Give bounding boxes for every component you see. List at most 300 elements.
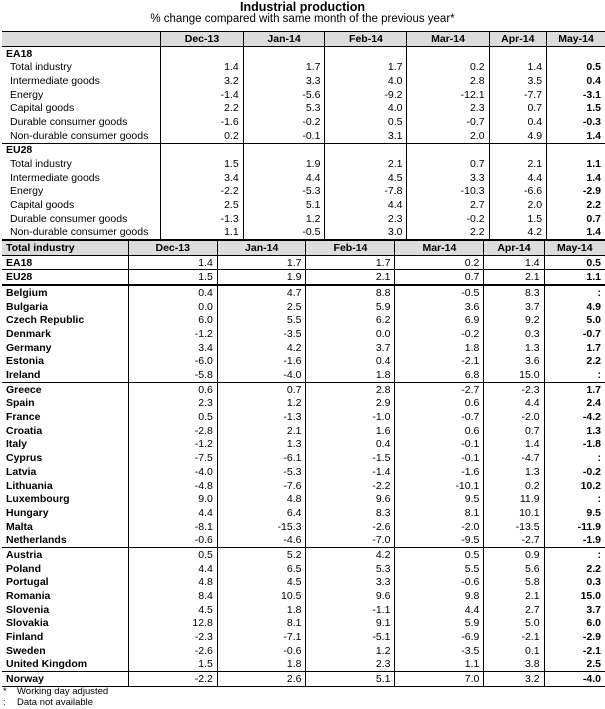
value-cell: 1.7 bbox=[306, 255, 395, 270]
value-cell: 12.8 bbox=[128, 617, 217, 631]
value-cell: -1.8 bbox=[544, 438, 605, 452]
value-cell: 2.9 bbox=[306, 397, 395, 411]
table-row bbox=[2, 327, 605, 341]
row-label: EA18 bbox=[2, 255, 128, 270]
value-cell: -8.1 bbox=[128, 520, 217, 534]
value-cell: 1.7 bbox=[325, 60, 407, 74]
value-cell: 4.5 bbox=[128, 603, 217, 617]
table-row bbox=[2, 270, 605, 285]
table-row bbox=[2, 382, 605, 396]
value-cell: 2.3 bbox=[407, 101, 489, 115]
value-cell: 0.0 bbox=[128, 300, 217, 314]
table-row bbox=[2, 185, 605, 199]
value-cell: -10.1 bbox=[395, 479, 484, 493]
section-header bbox=[2, 46, 605, 60]
value-cell: 4.4 bbox=[243, 171, 325, 185]
table-row bbox=[2, 60, 605, 74]
value-cell: -4.2 bbox=[544, 410, 605, 424]
value-cell: 3.4 bbox=[161, 171, 243, 185]
value-cell: -1.5 bbox=[306, 451, 395, 465]
value-cell: 8.8 bbox=[306, 285, 395, 300]
value-cell: 1.5 bbox=[161, 157, 243, 171]
value-cell: 2.5 bbox=[544, 658, 605, 672]
value-cell: 9.0 bbox=[128, 492, 217, 506]
table-row bbox=[2, 603, 605, 617]
row-label: Latvia bbox=[6, 465, 37, 478]
value-cell: 2.1 bbox=[489, 157, 547, 171]
value-cell: 0.2 bbox=[395, 255, 484, 270]
table-row bbox=[2, 562, 605, 576]
table-row bbox=[2, 451, 605, 465]
value-cell: 0.3 bbox=[544, 576, 605, 590]
row-label: EU28 bbox=[2, 270, 128, 285]
value-cell: 5.8 bbox=[484, 576, 544, 590]
value-cell: 7.0 bbox=[395, 672, 484, 687]
value-cell: 0.7 bbox=[395, 270, 484, 285]
value-cell: 0.4 bbox=[306, 355, 395, 369]
footnotes bbox=[3, 686, 108, 708]
value-cell: 2.2 bbox=[544, 355, 605, 369]
value-cell: 3.5 bbox=[489, 74, 547, 88]
table-row bbox=[2, 492, 605, 506]
table-row bbox=[2, 129, 605, 143]
table-row bbox=[2, 88, 605, 102]
row-label: Germany bbox=[6, 341, 52, 354]
value-cell: -3.5 bbox=[395, 644, 484, 658]
row-label: Intermediate goods bbox=[10, 171, 100, 184]
value-cell: -1.6 bbox=[161, 115, 243, 129]
row-label: Durable consumer goods bbox=[10, 115, 128, 128]
table-row bbox=[2, 438, 605, 452]
table-row bbox=[2, 212, 605, 226]
value-cell: -0.1 bbox=[243, 129, 325, 143]
value-cell: 2.7 bbox=[484, 603, 544, 617]
value-cell: 0.5 bbox=[544, 255, 605, 270]
value-cell: 4.4 bbox=[128, 562, 217, 576]
value-cell: 1.7 bbox=[243, 60, 325, 74]
value-cell: 4.4 bbox=[395, 603, 484, 617]
value-cell: -6.0 bbox=[128, 355, 217, 369]
value-cell: -9.5 bbox=[395, 533, 484, 547]
value-cell: 4.7 bbox=[217, 285, 306, 300]
value-cell: 5.9 bbox=[306, 300, 395, 314]
row-label: Capital goods bbox=[10, 102, 75, 115]
row-label: Durable consumer goods bbox=[10, 212, 128, 225]
value-cell: 1.1 bbox=[544, 270, 605, 285]
value-cell: -4.8 bbox=[128, 479, 217, 493]
value-cell: 10.1 bbox=[484, 506, 544, 520]
value-cell: 3.7 bbox=[544, 603, 605, 617]
value-cell: 5.9 bbox=[395, 617, 484, 631]
row-label: Italy bbox=[6, 438, 28, 451]
value-cell: -0.2 bbox=[395, 327, 484, 341]
row-label: Lithuania bbox=[6, 479, 53, 492]
value-cell: -0.7 bbox=[544, 327, 605, 341]
value-cell: 1.2 bbox=[306, 644, 395, 658]
value-cell: -5.3 bbox=[243, 185, 325, 199]
value-cell: 0.4 bbox=[489, 115, 547, 129]
column-header: Dec-13 bbox=[128, 241, 217, 256]
value-cell: 3.3 bbox=[306, 576, 395, 590]
table-row bbox=[2, 533, 605, 547]
row-label: Poland bbox=[6, 562, 42, 575]
value-cell: -1.3 bbox=[161, 212, 243, 226]
value-cell: 4.8 bbox=[128, 576, 217, 590]
value-cell: -1.6 bbox=[217, 355, 306, 369]
table-row bbox=[2, 672, 605, 687]
value-cell: 1.7 bbox=[544, 341, 605, 355]
row-label: Energy bbox=[10, 88, 44, 101]
value-cell: 1.3 bbox=[544, 424, 605, 438]
value-cell: -0.1 bbox=[395, 438, 484, 452]
value-cell: 1.5 bbox=[128, 658, 217, 672]
value-cell: 3.7 bbox=[484, 300, 544, 314]
row-label: Slovakia bbox=[6, 617, 49, 630]
value-cell: -0.5 bbox=[243, 226, 325, 240]
value-cell: 9.2 bbox=[484, 313, 544, 327]
row-label: Finland bbox=[6, 631, 44, 644]
table-row bbox=[2, 424, 605, 438]
value-cell: 4.5 bbox=[325, 171, 407, 185]
row-label: Non-durable consumer goods bbox=[10, 129, 149, 142]
footnote-working-day: * Working day adjusted bbox=[3, 686, 109, 697]
table-row bbox=[2, 368, 605, 382]
value-cell: 4.8 bbox=[217, 492, 306, 506]
footnote-not-available: : Data not available bbox=[3, 697, 94, 708]
table-by-country bbox=[2, 240, 605, 687]
value-cell: 3.2 bbox=[484, 672, 544, 687]
value-cell: 0.7 bbox=[217, 382, 306, 396]
value-cell: 9.5 bbox=[544, 506, 605, 520]
value-cell: 2.2 bbox=[161, 101, 243, 115]
value-cell: 4.4 bbox=[484, 397, 544, 411]
row-label: Luxembourg bbox=[6, 493, 70, 506]
value-cell: 2.1 bbox=[306, 270, 395, 285]
value-cell: 5.5 bbox=[395, 562, 484, 576]
table-row bbox=[2, 285, 605, 300]
column-header: Apr-14 bbox=[484, 241, 544, 256]
row-label: Romania bbox=[6, 590, 51, 603]
value-cell: -7.6 bbox=[217, 479, 306, 493]
value-cell: -0.6 bbox=[217, 644, 306, 658]
value-cell: 0.2 bbox=[484, 479, 544, 493]
value-cell: 2.3 bbox=[306, 658, 395, 672]
row-label: Total industry bbox=[10, 61, 72, 74]
value-cell: 1.2 bbox=[217, 397, 306, 411]
value-cell: 4.4 bbox=[128, 506, 217, 520]
page-title: Industrial production bbox=[240, 0, 365, 14]
table-row bbox=[2, 255, 605, 270]
value-cell: 6.2 bbox=[306, 313, 395, 327]
column-header: Apr-14 bbox=[489, 32, 547, 47]
value-cell: -1.2 bbox=[128, 327, 217, 341]
value-cell: 15.0 bbox=[484, 368, 544, 382]
value-cell: 2.4 bbox=[544, 397, 605, 411]
table-row bbox=[2, 506, 605, 520]
table-row bbox=[2, 589, 605, 603]
value-cell: -0.5 bbox=[395, 285, 484, 300]
section-title: EA18 bbox=[2, 46, 161, 60]
table-row bbox=[2, 397, 605, 411]
value-cell: -2.0 bbox=[484, 410, 544, 424]
value-cell: 0.5 bbox=[128, 410, 217, 424]
table-row bbox=[2, 617, 605, 631]
value-cell: -13.5 bbox=[484, 520, 544, 534]
value-cell: 1.8 bbox=[395, 341, 484, 355]
row-label: France bbox=[6, 411, 41, 424]
value-cell: 8.1 bbox=[217, 617, 306, 631]
value-cell: 0.5 bbox=[547, 60, 605, 74]
value-cell: 2.8 bbox=[306, 382, 395, 396]
value-cell: 1.4 bbox=[484, 255, 544, 270]
value-cell: -2.2 bbox=[161, 185, 243, 199]
value-cell: 10.5 bbox=[217, 589, 306, 603]
value-cell: 3.7 bbox=[306, 341, 395, 355]
value-cell: 2.0 bbox=[489, 198, 547, 212]
value-cell: 1.4 bbox=[547, 226, 605, 240]
value-cell: 4.9 bbox=[544, 300, 605, 314]
value-cell: -7.7 bbox=[489, 88, 547, 102]
value-cell: -9.2 bbox=[325, 88, 407, 102]
row-label: United Kingdom bbox=[6, 658, 88, 671]
value-cell: 2.2 bbox=[544, 562, 605, 576]
value-cell: 1.9 bbox=[217, 270, 306, 285]
table-row bbox=[2, 101, 605, 115]
value-cell: -1.3 bbox=[217, 410, 306, 424]
row-label: Energy bbox=[10, 185, 44, 198]
value-cell: 4.0 bbox=[325, 101, 407, 115]
value-cell: 4.4 bbox=[325, 198, 407, 212]
value-cell: 0.4 bbox=[128, 285, 217, 300]
value-cell: -6.1 bbox=[217, 451, 306, 465]
value-cell: 8.3 bbox=[484, 285, 544, 300]
row-label: Sweden bbox=[6, 644, 46, 657]
value-cell: 2.5 bbox=[217, 300, 306, 314]
value-cell: : bbox=[544, 368, 605, 382]
table-row bbox=[2, 644, 605, 658]
value-cell: 1.3 bbox=[484, 341, 544, 355]
section-header bbox=[2, 143, 605, 157]
value-cell: -1.2 bbox=[128, 438, 217, 452]
value-cell: 0.5 bbox=[395, 548, 484, 562]
value-cell: 1.5 bbox=[547, 101, 605, 115]
value-cell: 0.5 bbox=[128, 548, 217, 562]
value-cell: -2.9 bbox=[547, 185, 605, 199]
value-cell: 5.1 bbox=[306, 672, 395, 687]
value-cell: 5.1 bbox=[243, 198, 325, 212]
table-row bbox=[2, 226, 605, 240]
value-cell: 8.4 bbox=[128, 589, 217, 603]
value-cell: 4.5 bbox=[217, 576, 306, 590]
column-header-row bbox=[2, 32, 605, 47]
value-cell: 1.2 bbox=[243, 212, 325, 226]
value-cell: 8.1 bbox=[395, 506, 484, 520]
value-cell: -0.3 bbox=[547, 115, 605, 129]
row-label: Slovenia bbox=[6, 603, 50, 616]
value-cell: 3.6 bbox=[395, 300, 484, 314]
value-cell: 2.7 bbox=[407, 198, 489, 212]
value-cell: -3.1 bbox=[547, 88, 605, 102]
value-cell: 1.3 bbox=[484, 465, 544, 479]
value-cell: 4.2 bbox=[306, 548, 395, 562]
value-cell: 3.3 bbox=[407, 171, 489, 185]
value-cell: 1.8 bbox=[217, 603, 306, 617]
value-cell: 5.3 bbox=[306, 562, 395, 576]
value-cell: 0.1 bbox=[484, 644, 544, 658]
value-cell: 4.4 bbox=[489, 171, 547, 185]
value-cell: 1.4 bbox=[161, 60, 243, 74]
value-cell: 4.9 bbox=[489, 129, 547, 143]
value-cell: -2.1 bbox=[395, 355, 484, 369]
value-cell: 2.1 bbox=[325, 157, 407, 171]
value-cell: 2.2 bbox=[547, 198, 605, 212]
value-cell: 0.2 bbox=[161, 129, 243, 143]
value-cell: 0.4 bbox=[306, 438, 395, 452]
value-cell: -2.3 bbox=[128, 630, 217, 644]
value-cell: 5.3 bbox=[243, 101, 325, 115]
table-row bbox=[2, 520, 605, 534]
header-label: Total industry bbox=[2, 241, 128, 256]
table-row bbox=[2, 410, 605, 424]
value-cell: 1.9 bbox=[243, 157, 325, 171]
row-label: Hungary bbox=[6, 506, 49, 519]
column-header: Jan-14 bbox=[217, 241, 306, 256]
value-cell: 9.1 bbox=[306, 617, 395, 631]
value-cell: 0.7 bbox=[484, 424, 544, 438]
value-cell: : bbox=[544, 492, 605, 506]
value-cell: 1.4 bbox=[489, 60, 547, 74]
value-cell: -1.9 bbox=[544, 533, 605, 547]
value-cell: 1.7 bbox=[544, 382, 605, 396]
value-cell: 6.0 bbox=[128, 313, 217, 327]
value-cell: -2.1 bbox=[544, 644, 605, 658]
value-cell: -0.2 bbox=[407, 212, 489, 226]
value-cell: 1.4 bbox=[128, 255, 217, 270]
value-cell: 1.4 bbox=[484, 438, 544, 452]
value-cell: -6.6 bbox=[489, 185, 547, 199]
value-cell: -0.6 bbox=[128, 533, 217, 547]
value-cell: 2.6 bbox=[217, 672, 306, 687]
table-by-product-group bbox=[2, 31, 605, 240]
table-row bbox=[2, 313, 605, 327]
value-cell: -1.4 bbox=[306, 465, 395, 479]
value-cell: -0.1 bbox=[395, 451, 484, 465]
value-cell: 1.4 bbox=[547, 171, 605, 185]
value-cell: -15.3 bbox=[217, 520, 306, 534]
value-cell: -4.0 bbox=[544, 672, 605, 687]
value-cell: 6.0 bbox=[544, 617, 605, 631]
row-label: Austria bbox=[2, 548, 128, 562]
value-cell: 0.5 bbox=[325, 115, 407, 129]
value-cell: -5.1 bbox=[306, 630, 395, 644]
value-cell: -5.6 bbox=[243, 88, 325, 102]
column-header: Mar-14 bbox=[395, 241, 484, 256]
table-row bbox=[2, 74, 605, 88]
value-cell: -2.6 bbox=[306, 520, 395, 534]
value-cell: -4.0 bbox=[128, 465, 217, 479]
value-cell: 1.4 bbox=[547, 129, 605, 143]
row-label: Spain bbox=[6, 397, 35, 410]
value-cell: -4.0 bbox=[217, 368, 306, 382]
value-cell: -0.7 bbox=[407, 115, 489, 129]
table-row bbox=[2, 465, 605, 479]
value-cell: -4.7 bbox=[484, 451, 544, 465]
column-header: Mar-14 bbox=[407, 32, 489, 47]
value-cell: -0.7 bbox=[395, 410, 484, 424]
value-cell: 6.5 bbox=[217, 562, 306, 576]
value-cell: -1.4 bbox=[161, 88, 243, 102]
section-title: EU28 bbox=[2, 143, 161, 157]
value-cell: 9.5 bbox=[395, 492, 484, 506]
value-cell: -7.8 bbox=[325, 185, 407, 199]
row-label: Denmark bbox=[6, 327, 51, 340]
table-row bbox=[2, 548, 605, 562]
value-cell: 8.3 bbox=[306, 506, 395, 520]
row-label: Croatia bbox=[6, 424, 43, 437]
row-label: Bulgaria bbox=[6, 300, 49, 313]
row-label: Malta bbox=[6, 520, 33, 533]
row-label: Greece bbox=[2, 382, 128, 396]
table-row bbox=[2, 171, 605, 185]
value-cell: 9.8 bbox=[395, 589, 484, 603]
row-label: Total industry bbox=[10, 158, 72, 171]
value-cell: -7.1 bbox=[217, 630, 306, 644]
row-label: Czech Republic bbox=[6, 314, 85, 327]
value-cell: -7.5 bbox=[128, 451, 217, 465]
row-label: Norway bbox=[2, 672, 128, 687]
row-label: Estonia bbox=[6, 355, 44, 368]
value-cell: -2.2 bbox=[306, 479, 395, 493]
value-cell: 3.4 bbox=[128, 341, 217, 355]
value-cell: 5.5 bbox=[217, 313, 306, 327]
value-cell: 2.5 bbox=[161, 198, 243, 212]
value-cell: 1.6 bbox=[306, 424, 395, 438]
value-cell: 11.9 bbox=[484, 492, 544, 506]
table-row bbox=[2, 115, 605, 129]
value-cell: -1.6 bbox=[395, 465, 484, 479]
value-cell: 2.1 bbox=[484, 589, 544, 603]
row-label: Portugal bbox=[6, 576, 49, 589]
table-row bbox=[2, 630, 605, 644]
value-cell: 6.9 bbox=[395, 313, 484, 327]
value-cell: 2.3 bbox=[325, 212, 407, 226]
value-cell: 0.6 bbox=[395, 424, 484, 438]
value-cell: 4.2 bbox=[217, 341, 306, 355]
value-cell: 2.0 bbox=[407, 129, 489, 143]
column-header: Jan-14 bbox=[243, 32, 325, 47]
value-cell: 9.6 bbox=[306, 589, 395, 603]
value-cell: 5.2 bbox=[217, 548, 306, 562]
value-cell: 1.7 bbox=[217, 255, 306, 270]
value-cell: 1.1 bbox=[547, 157, 605, 171]
value-cell: 3.3 bbox=[243, 74, 325, 88]
table-row bbox=[2, 576, 605, 590]
value-cell: 1.8 bbox=[306, 368, 395, 382]
value-cell: 1.3 bbox=[217, 438, 306, 452]
value-cell: 2.8 bbox=[407, 74, 489, 88]
value-cell: 1.5 bbox=[128, 270, 217, 285]
value-cell: 5.0 bbox=[484, 617, 544, 631]
value-cell: 6.4 bbox=[217, 506, 306, 520]
value-cell: 0.3 bbox=[484, 327, 544, 341]
value-cell: 6.8 bbox=[395, 368, 484, 382]
value-cell: : bbox=[544, 285, 605, 300]
column-header: May-14 bbox=[547, 32, 605, 47]
value-cell: 0.7 bbox=[547, 212, 605, 226]
value-cell: 9.6 bbox=[306, 492, 395, 506]
value-cell: -5.8 bbox=[128, 368, 217, 382]
value-cell: -1.0 bbox=[306, 410, 395, 424]
